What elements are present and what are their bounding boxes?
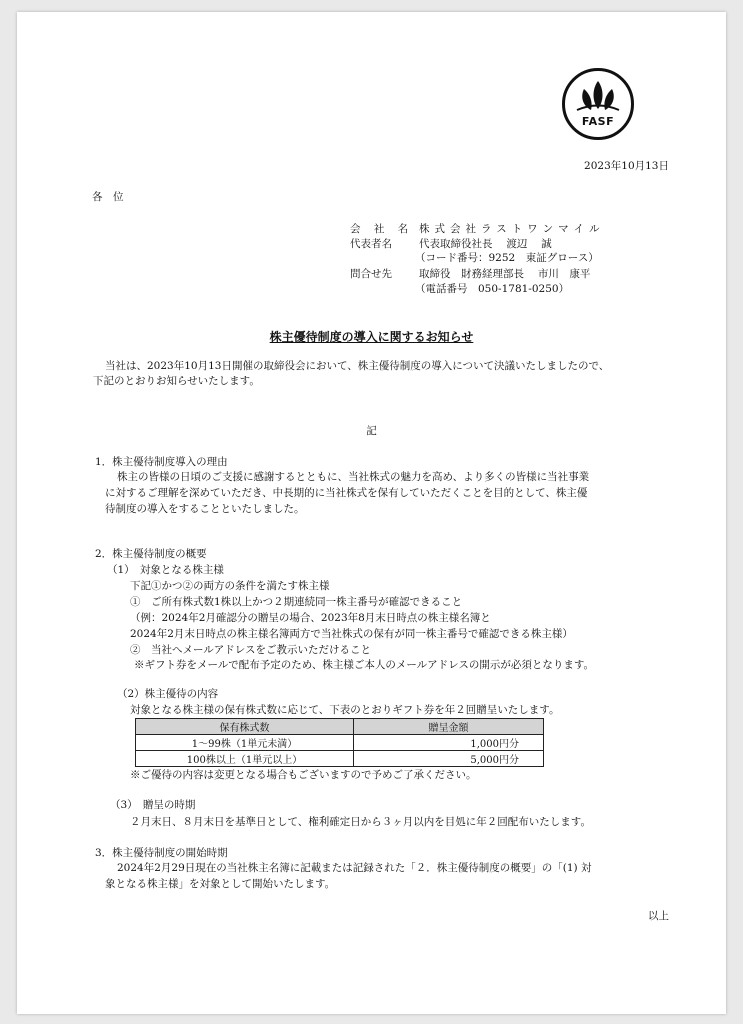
sub-3-body: ２月末日、８月末日を基準日として、権利確定日から３ヶ月以内を目処に年２回配布いたします。	[130, 816, 591, 828]
fasf-logo	[562, 68, 634, 140]
intro-line-2: 下記のとおりお知らせいたします。	[93, 375, 260, 387]
intro-line-1: 当社は、2023年10月13日開催の取締役会において、株主優待制度の導入について決議いたしましたので、	[105, 360, 610, 372]
table-cell-shares: 100株以上（1単元以上）	[136, 751, 354, 767]
benefit-table	[135, 718, 544, 767]
sub-1-line-1: 下記①かつ②の両方の条件を満たす株主様	[130, 580, 330, 592]
company-name: 株式会社ラストワンマイル	[419, 223, 605, 235]
sub-1-line-5: ② 当社へメールアドレスをご教示いただけること	[130, 644, 371, 656]
section-1-line-1: 株主の皆様の日頃のご支援に感謝するとともに、当社株式の魅力を高め、より多くの皆様に当社事業	[117, 471, 590, 483]
sub-1-line-6: ※ギフト券をメールで配布予定のため、株主様ご本人のメールアドレスの開示が必須となります。	[134, 659, 595, 671]
contact-person: 取締役 財務経理部長 市川 康平	[419, 268, 591, 280]
addressee: 各 位	[92, 191, 124, 203]
section-2-heading: 2．株主優待制度の概要	[95, 548, 207, 560]
representative-label: 代表者名	[350, 238, 392, 250]
sub-2-description: 対象となる株主様の保有株式数に応じて、下表のとおりギフト券を年２回贈呈いたします。	[130, 704, 560, 716]
table-row	[136, 735, 544, 751]
sub-1-line-3: （例：2024年2月確認分の贈呈の場合、2023年8月末日時点の株主様名簿と	[130, 612, 491, 624]
section-3-line-1: 2024年2月29日現在の当社株主名簿に記載または記録された「２．株主優待制度の概要」の「(1) 対	[117, 862, 592, 874]
sub-1-line-2: ① ご所有株式数1株以上かつ２期連続同一株主番号が確認できること	[130, 596, 463, 608]
ki-marker: 記	[366, 425, 377, 437]
contact-label: 問合せ先	[350, 268, 392, 280]
document-date: 2023年10月13日	[584, 160, 669, 172]
section-1-line-3: 待制度の導入をすることといたしました。	[105, 503, 305, 515]
table-header-amount: 贈呈金額	[354, 719, 544, 735]
sub-1-line-4: 2024年2月末日時点の株主様名簿両方で当社株式の保有が同一株主番号で確認できる株主様）	[130, 628, 573, 640]
table-row	[136, 751, 544, 767]
sub-1-heading: （1） 対象となる株主様	[107, 564, 224, 576]
stock-code: （コード番号：9252 東証グロース）	[415, 252, 599, 264]
sub-3-heading: （3） 贈呈の時期	[110, 799, 196, 811]
representative-name: 代表取締役社長 渡辺 誠	[419, 238, 552, 250]
table-cell-amount: 5,000円分	[354, 751, 544, 767]
section-1-line-2: に対するご理解を深めていただき、中長期的に当社株式を保有していただくことを目的として、株主優	[105, 487, 588, 499]
document-title: 株主優待制度の導入に関するお知らせ	[269, 330, 474, 344]
table-cell-shares: 1～99株（1単元未満）	[136, 735, 354, 751]
section-1-heading: 1．株主優待制度導入の理由	[95, 456, 228, 468]
benefit-note: ※ご優待の内容は変更となる場合もございますので予めご了承ください。	[130, 769, 477, 781]
table-header-shares: 保有株式数	[136, 719, 354, 735]
table-header-row	[136, 719, 544, 735]
sub-2-heading: （2）株主優待の内容	[117, 688, 219, 700]
company-name-label: 会 社 名	[350, 223, 414, 235]
fasf-logo-text: FASF	[581, 115, 615, 128]
section-3-line-2: 象となる株主様」を対象として開始いたします。	[105, 878, 336, 890]
section-3-heading: 3．株主優待制度の開始時期	[95, 847, 228, 859]
closing-mark: 以上	[648, 910, 669, 922]
phone-number: （電話番号 050-1781-0250）	[415, 283, 570, 295]
document-page	[17, 12, 726, 1014]
table-cell-amount: 1,000円分	[354, 735, 544, 751]
